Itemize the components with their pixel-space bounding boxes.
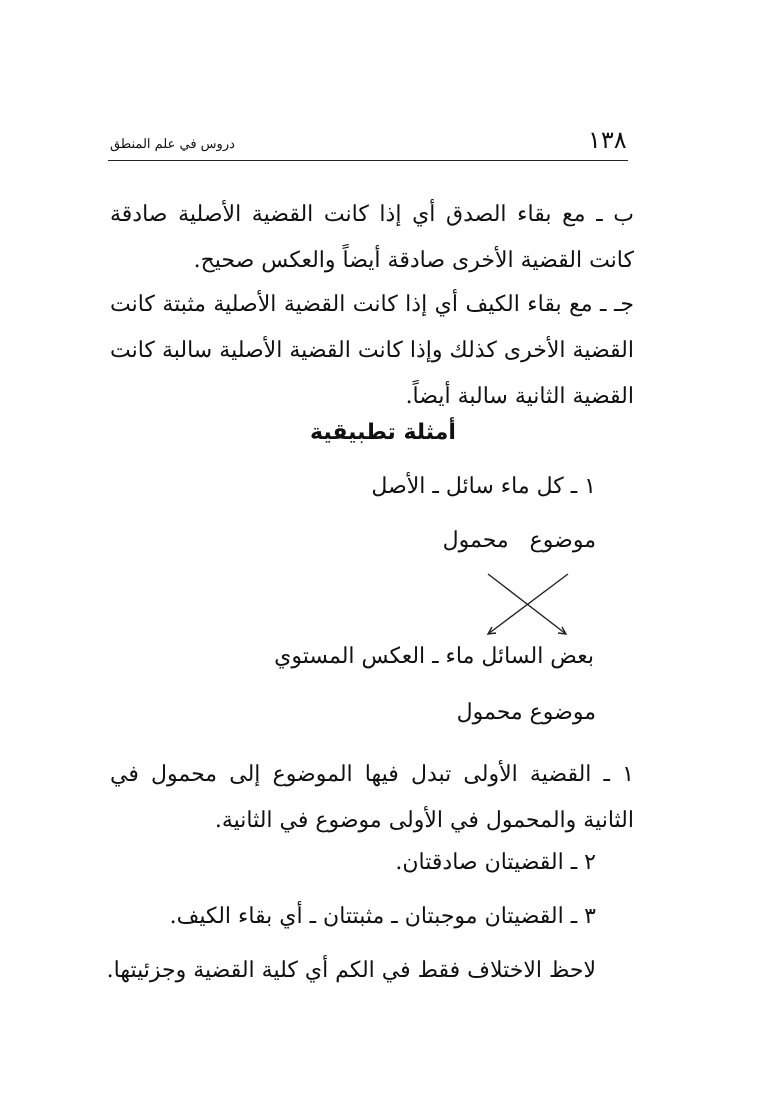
note-4: لاحظ الاختلاف فقط في الكم أي كلية القضية وجزئيتها.: [106, 958, 596, 983]
paragraph-j: جـ ـ مع بقاء الكيف أي إذا كانت القضية الأصلية مثبتة كانت القضية الأخرى كذلك وإذا كانت القضية الأصلية سالبة كانت القضية الثانية سالبة أيضاً.: [110, 292, 634, 409]
page-number: ١٣٨: [588, 126, 627, 154]
note-2: ٢ ـ القضيتان صادقتان.: [395, 850, 596, 875]
labels-original: موضوع محمول: [442, 528, 596, 553]
note-3: ٣ ـ القضيتان موجبتان ـ مثبتتان ـ أي بقاء الكيف.: [169, 904, 596, 929]
labels-converse: موضوع محمول: [456, 700, 596, 725]
running-title: دروس في علم المنطق: [110, 137, 235, 152]
cross-arrows-diagram: [478, 570, 578, 642]
example-original: ١ ـ كل ماء سائل ـ الأصل: [371, 474, 596, 499]
note-1: ١ ـ القضية الأولى تبدل فيها الموضوع إلى محمول في الثانية والمحمول في الأولى موضوع في الثانية.: [110, 762, 634, 833]
example-converse: بعض السائل ماء ـ العكس المستوي: [274, 644, 594, 669]
section-heading: أمثلة تطبيقية: [310, 420, 456, 445]
header-rule: [108, 160, 628, 161]
paragraph-b: ب ـ مع بقاء الصدق أي إذا كانت القضية الأصلية صادقة كانت القضية الأخرى صادقة أيضاً والعكس صحيح.: [110, 202, 634, 273]
